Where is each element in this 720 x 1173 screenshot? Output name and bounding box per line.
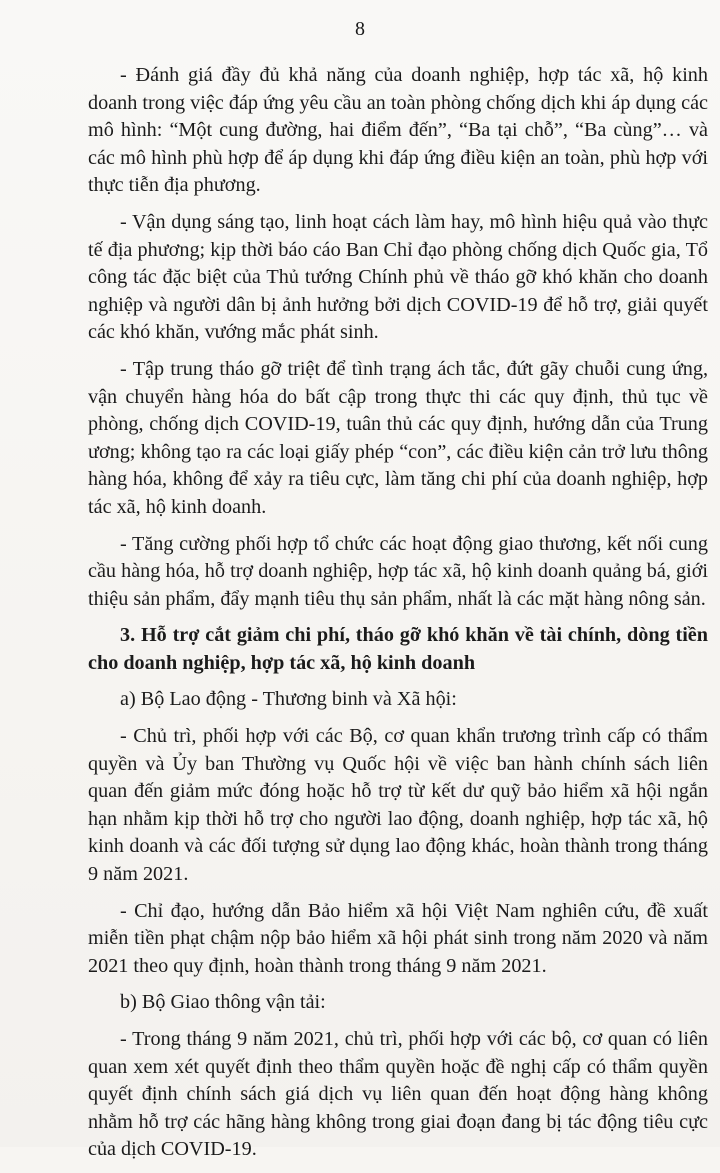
paragraph-aviation: - Trong tháng 9 năm 2021, chủ trì, phối hợp với các bộ, cơ quan có liên quan xem xét quyết định theo thẩm quyền hoặc đề nghị cấp có thẩm quyền quyết định chính sách giá dịch vụ liên quan đến hoạt động hàng không nhằm hỗ trợ các hãng hàng không trong giai đoạn đang bị tác động tiêu cực của dịch COVID-19.	[88, 1028, 708, 1161]
paragraph-late-payment: - Chỉ đạo, hướng dẫn Bảo hiểm xã hội Việt Nam nghiên cứu, đề xuất miễn tiền phạt chậm nộp bảo hiểm xã hội phát sinh trong năm 2020 và năm 2021 theo quy định, hoàn thành trong tháng 9 năm 2021.	[88, 899, 708, 977]
paragraph-supply-chain: - Tập trung tháo gỡ triệt để tình trạng ách tắc, đứt gãy chuỗi cung ứng, vận chuyển hàng hóa do bất cập trong thực thi các quy định, thủ tục về phòng, chống dịch COVID-19, tuân thủ các quy định, hướng dẫn của Trung ương; không tạo ra các loại giấy phép “con”, các điều kiện cản trở lưu thông hàng hóa, không để xảy ra tiêu cực, làm tăng chi phí của doanh nghiệp, hợp tác xã, hộ kinh doanh.	[88, 357, 708, 518]
paragraph-social-insurance: - Chủ trì, phối hợp với các Bộ, cơ quan khẩn trương trình cấp có thẩm quyền và Ủy ban Thường vụ Quốc hội về việc ban hành chính sách liên quan đến giảm mức đóng hoặc hỗ trợ từ kết dư quỹ bảo hiểm xã hội ngắn hạn nhằm kịp thời hỗ trợ cho người lao động, doanh nghiệp, hợp tác xã, hộ kinh doanh và các đối tượng sử dụng lao động khác, hoàn thành trong tháng 9 năm 2021.	[88, 725, 708, 886]
paragraph-creative-application: - Vận dụng sáng tạo, linh hoạt cách làm hay, mô hình hiệu quả vào thực tế địa phương; kịp thời báo cáo Ban Chỉ đạo phòng chống dịch Quốc gia, Tổ công tác đặc biệt của Thủ tướng Chính phủ về tháo gỡ khó khăn cho doanh nghiệp và người dân bị ảnh hưởng bởi dịch COVID-19 để hỗ trợ, giải quyết các khó khăn, vướng mắc phát sinh.	[88, 210, 708, 344]
paragraph-trade-promotion: - Tăng cường phối hợp tổ chức các hoạt động giao thương, kết nối cung cầu hàng hóa, hỗ trợ doanh nghiệp, hợp tác xã, hộ kinh doanh quảng bá, giới thiệu sản phẩm, đẩy mạnh tiêu thụ sản phẩm, nhất là các mặt hàng nông sản.	[88, 532, 708, 610]
paragraph-assess-models: - Đánh giá đầy đủ khả năng của doanh nghiệp, hợp tác xã, hộ kinh doanh trong việc đáp ứng yêu cầu an toàn phòng chống dịch khi áp dụng các mô hình: “Một cung đường, hai điểm đến”, “Ba tại chỗ”, “Ba cùng”… và các mô hình phù hợp để áp dụng khi đáp ứng điều kiện an toàn, phù hợp với thực tiễn địa phương.	[88, 64, 708, 197]
page-number: 8	[355, 18, 365, 40]
document-body	[88, 62, 708, 1173]
subsection-heading-b: b) Bộ Giao thông vận tải:	[120, 991, 326, 1014]
subsection-heading-a: a) Bộ Lao động - Thương binh và Xã hội:	[120, 688, 457, 711]
section-heading-3: 3. Hỗ trợ cắt giảm chi phí, tháo gỡ khó khăn về tài chính, dòng tiền cho doanh nghiệp, hợp tác xã, hộ kinh doanh	[88, 624, 708, 674]
